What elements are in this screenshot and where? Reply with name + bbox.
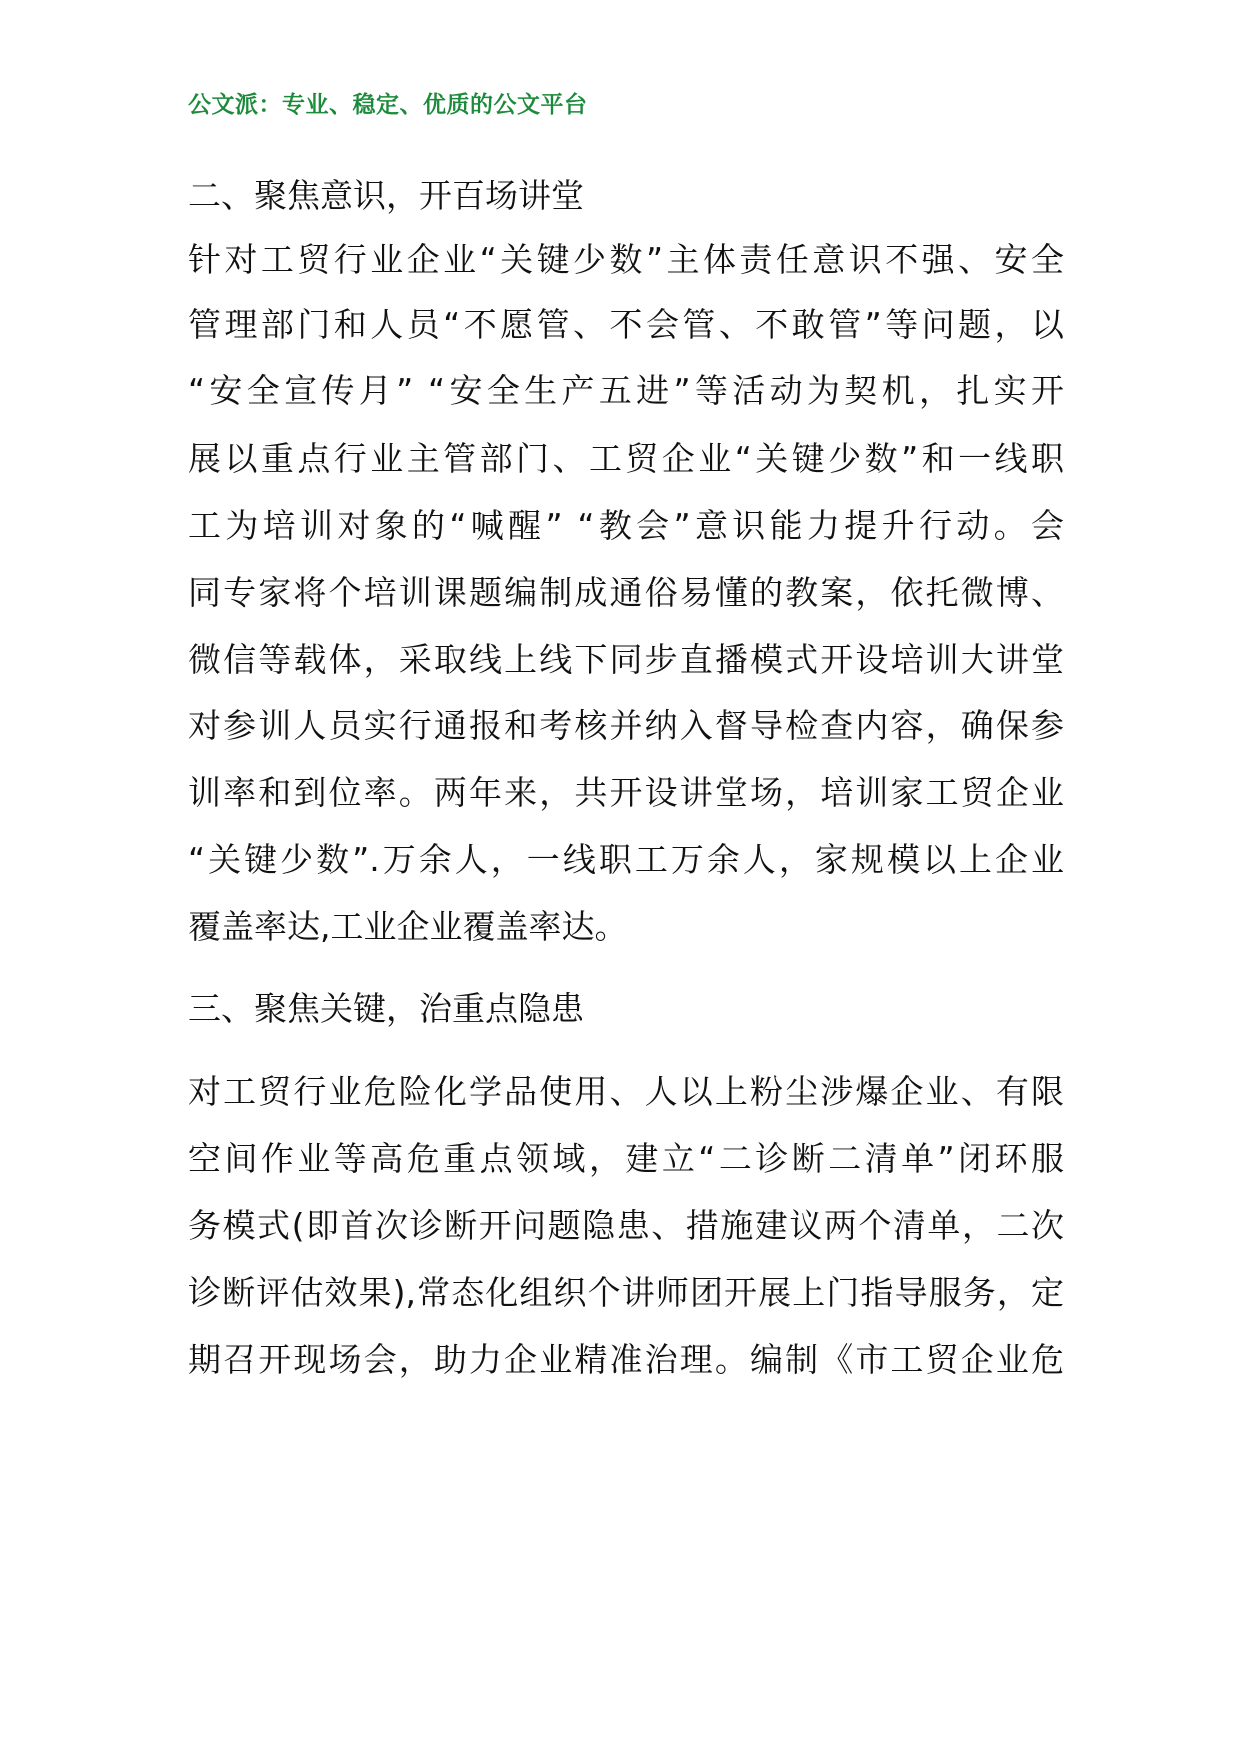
paragraph-line: 务模式(即首次诊断开问题隐患、措施建议两个清单，二次 — [188, 1206, 1064, 1245]
paragraph-line: “关键少数”.万余人，一线职工万余人，家规模以上企业 — [188, 840, 1064, 879]
paragraph-line: 展以重点行业主管部门、工贸企业“关键少数”和一线职 — [188, 439, 1064, 478]
section-heading: 二、聚焦意识，开百场讲堂 — [188, 176, 584, 215]
paragraph-line: 针对工贸行业企业“关键少数”主体责任意识不强、安全 — [188, 240, 1064, 279]
paragraph-line: 训率和到位率。两年来，共开设讲堂场，培训家工贸企业 — [188, 773, 1064, 812]
header-banner: 公文派：专业、稳定、优质的公文平台 — [188, 92, 588, 118]
paragraph-line: 管理部门和人员“不愿管、不会管、不敢管”等问题，以 — [188, 305, 1064, 344]
paragraph-line: 空间作业等高危重点领域，建立“二诊断二清单”闭环服 — [188, 1139, 1064, 1178]
paragraph-line: 期召开现场会，助力企业精准治理。编制《市工贸企业危 — [188, 1340, 1064, 1379]
paragraph-line: 诊断评估效果),常态化组织个讲师团开展上门指导服务，定 — [188, 1273, 1064, 1312]
paragraph-line: 对工贸行业危险化学品使用、人以上粉尘涉爆企业、有限 — [188, 1072, 1064, 1111]
paragraph-line: 同专家将个培训课题编制成通俗易懂的教案，依托微博、 — [188, 573, 1064, 612]
paragraph-line: 微信等载体，采取线上线下同步直播模式开设培训大讲堂 — [188, 640, 1064, 679]
paragraph-line: “安全宣传月” “安全生产五进”等活动为契机，扎实开 — [188, 371, 1064, 410]
paragraph-line: 工为培训对象的“喊醒” “教会”意识能力提升行动。会 — [188, 506, 1064, 545]
paragraph-line: 覆盖率达,工业企业覆盖率达。 — [188, 907, 628, 946]
paragraph-line: 对参训人员实行通报和考核并纳入督导检查内容，确保参 — [188, 706, 1064, 745]
section-heading: 三、聚焦关键，治重点隐患 — [188, 989, 584, 1028]
